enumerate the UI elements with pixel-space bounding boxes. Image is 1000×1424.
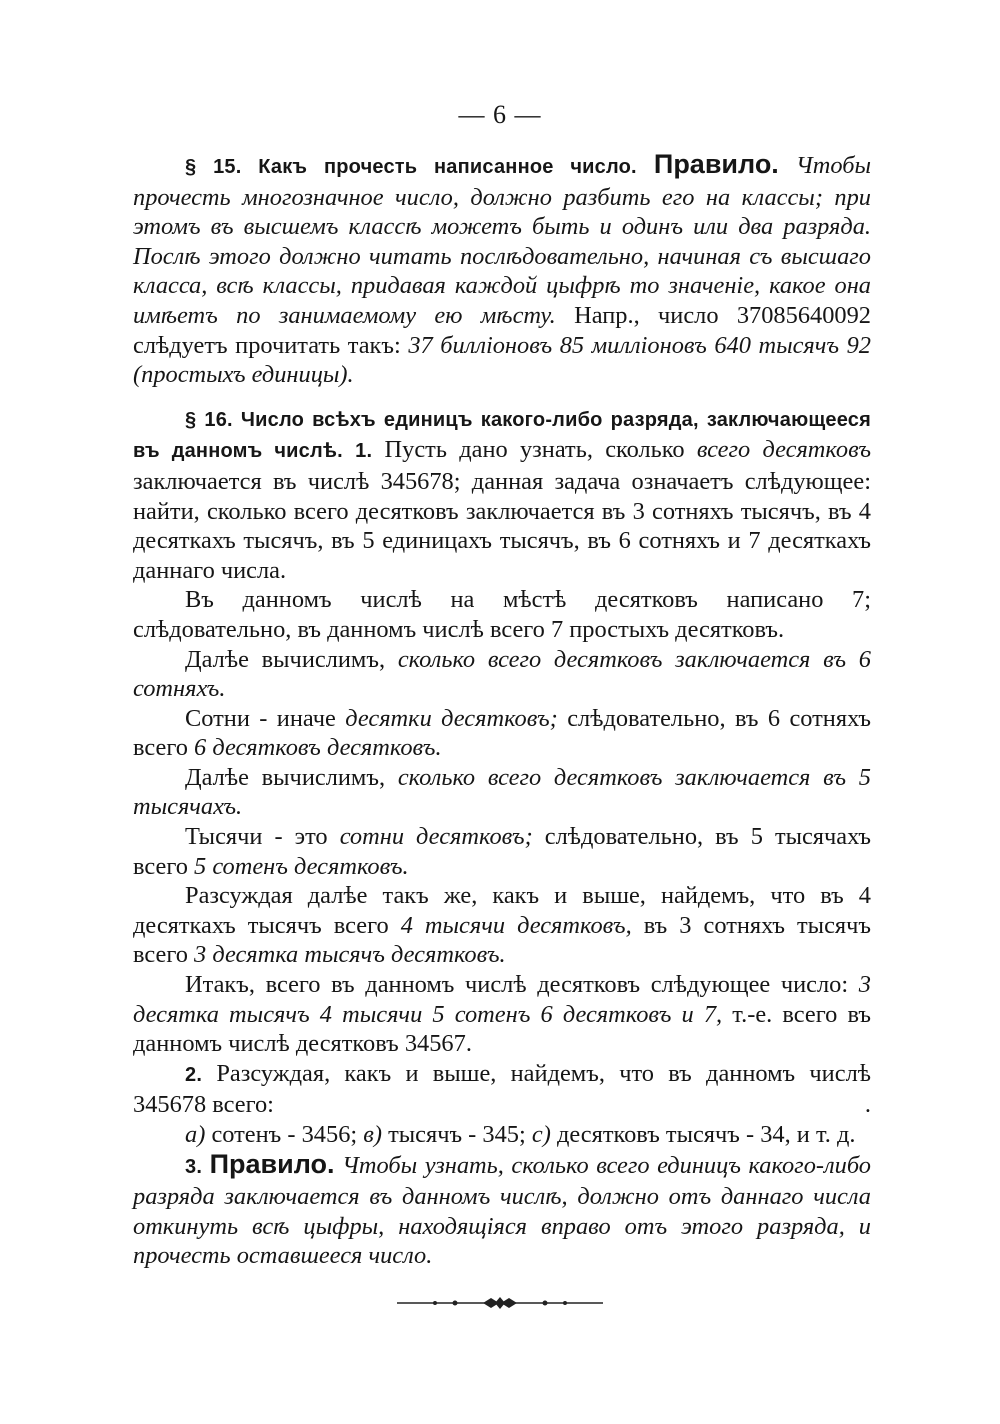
paragraph-hundreds-a: Далѣе вычислимъ,: [185, 645, 386, 673]
item-2-text: Разсуждая, какъ и выше, найдемъ, что въ данномъ числѣ 345678 всего:: [133, 1059, 871, 1119]
paragraph-units-tens: Въ данномъ числѣ на мѣстѣ десятковъ написано 7; слѣдовательно, въ данномъ числѣ всего 7 простыхъ десятковъ.: [133, 586, 871, 643]
paragraph-further-a: Разсуждая далѣе такъ же, какъ и выше, найдемъ, что въ 4 десяткахъ тысячъ всего: [133, 882, 871, 939]
item-3: [133, 1150, 871, 1271]
section-15: [133, 150, 871, 390]
paragraph-hundreds-explain: [133, 704, 871, 763]
paragraph-further-b: 4 тысячи десятковъ,: [400, 911, 632, 939]
section-15-rule-label: Правило.: [653, 149, 779, 179]
paragraph-hundreds-explain-a: Сотни - иначе: [185, 704, 336, 732]
page-number: — 6 —: [458, 100, 542, 129]
item-1-text-a: Пусть дано узнать, сколько: [384, 436, 685, 464]
paragraph-thousands-explain: [133, 822, 871, 881]
list-end: и т. д.: [796, 1121, 856, 1148]
paragraph-thousands-explain-d: 5 сотенъ десятковъ.: [194, 852, 409, 880]
item-3-number: 3.: [185, 1155, 203, 1178]
item-2-list: [133, 1120, 871, 1150]
list-b-text: тысячъ - 345;: [388, 1121, 526, 1148]
list-c-label: c): [531, 1121, 551, 1148]
item-1-text-b: всего десятковъ: [696, 436, 871, 464]
list-a-text: сотенъ - 3456;: [211, 1121, 358, 1148]
paragraph-total-b: 3 десятка тысячъ 4 тысячи 5 сотенъ 6 десятковъ и 7,: [133, 971, 871, 1028]
ornament-divider-icon: [395, 1296, 605, 1310]
paragraph-hundreds-explain-b: десятки десятковъ;: [345, 704, 558, 732]
section-15-heading: § 15. Какъ прочесть написанное число.: [185, 156, 637, 178]
item-3-rule-text: Чтобы узнать, сколько всего единицъ какого-либо разряда заключается въ данномъ числѣ, должно отъ даннаго числа откинуть всѣ цыфры, находящіяся вправо отъ этого разряда, и прочесть оставшееся число.: [133, 1151, 871, 1270]
list-c-text: десятковъ тысячъ - 34,: [556, 1121, 791, 1148]
item-2-dot: .: [864, 1091, 871, 1119]
paragraph-hundreds-b: сколько всего десятковъ заключается въ 6 сотняхъ.: [133, 645, 871, 703]
item-2: [133, 1059, 871, 1120]
section-16-heading: § 16. Число всѣхъ единицъ какого-либо разряда, заключающееся въ данномъ числѣ.: [133, 408, 871, 463]
paragraph-thousands-explain-a: Тысячи - это: [185, 823, 328, 851]
paragraph-further-d: 3 десятка тысячъ десятковъ.: [194, 941, 506, 969]
section-15-example-reading: 37 билліоновъ 85 милліоновъ 640 тысячъ 92 (простыхъ единицы).: [133, 331, 871, 389]
paragraph-total-a: Итакъ, всего въ данномъ числѣ десятковъ слѣдующее число:: [185, 971, 849, 999]
section-16: [133, 404, 871, 586]
paragraph-total-c: т.-е. всего въ данномъ числѣ десятковъ 34567.: [133, 1000, 871, 1058]
item-2-number: 2.: [185, 1063, 203, 1086]
paragraph-hundreds: [133, 645, 871, 704]
paragraph-thousands-a: Далѣе вычислимъ,: [185, 763, 386, 791]
list-a-label: a): [185, 1121, 206, 1148]
paragraph-hundreds-explain-d: 6 десятковъ десятковъ.: [194, 734, 442, 762]
paragraph-hundreds-explain-c: слѣдовательно, въ 6 сотняхъ всего: [133, 704, 871, 762]
paragraph-further: [133, 881, 871, 970]
list-b-label: в): [363, 1121, 382, 1148]
item-1-text-c: заключается въ числѣ 345678; данная задача означаетъ слѣдующее: найти, сколько всего десятковъ заключается въ 3 сотняхъ тысячъ, въ 4 десяткахъ тысячъ, въ 5 единицахъ тысячъ, въ 6 сотняхъ и 7 десяткахъ даннаго числа.: [133, 467, 871, 584]
item-3-rule-label: Правило.: [209, 1148, 335, 1179]
page-text: [133, 150, 871, 1271]
paragraph-thousands-b: сколько всего десятковъ заключается въ 5 тысячахъ.: [133, 763, 871, 821]
paragraph-thousands: [133, 763, 871, 822]
paragraph-further-c: въ 3 сотняхъ тысячъ всего: [133, 911, 871, 969]
item-1-number: 1.: [355, 440, 373, 463]
section-15-rule-text: Чтобы прочесть многозначное число, должно разбить его на классы; при этомъ въ высшемъ классѣ можетъ быть и одинъ или два разряда. Послѣ этого должно читать послѣдовательно, начиная съ высшаго класса, всѣ классы, придавая каждой цыфрѣ то значеніе, какое она имѣетъ по занимаемому ею мѣсту.: [133, 152, 871, 329]
paragraph-total: [133, 970, 871, 1059]
section-15-example-prefix: Напр., число 37085640092 слѣдуетъ прочитать такъ:: [133, 301, 871, 359]
paragraph-thousands-explain-b: сотни десятковъ;: [339, 823, 533, 851]
paragraph-thousands-explain-c: слѣдовательно, въ 5 тысячахъ всего: [133, 823, 871, 880]
